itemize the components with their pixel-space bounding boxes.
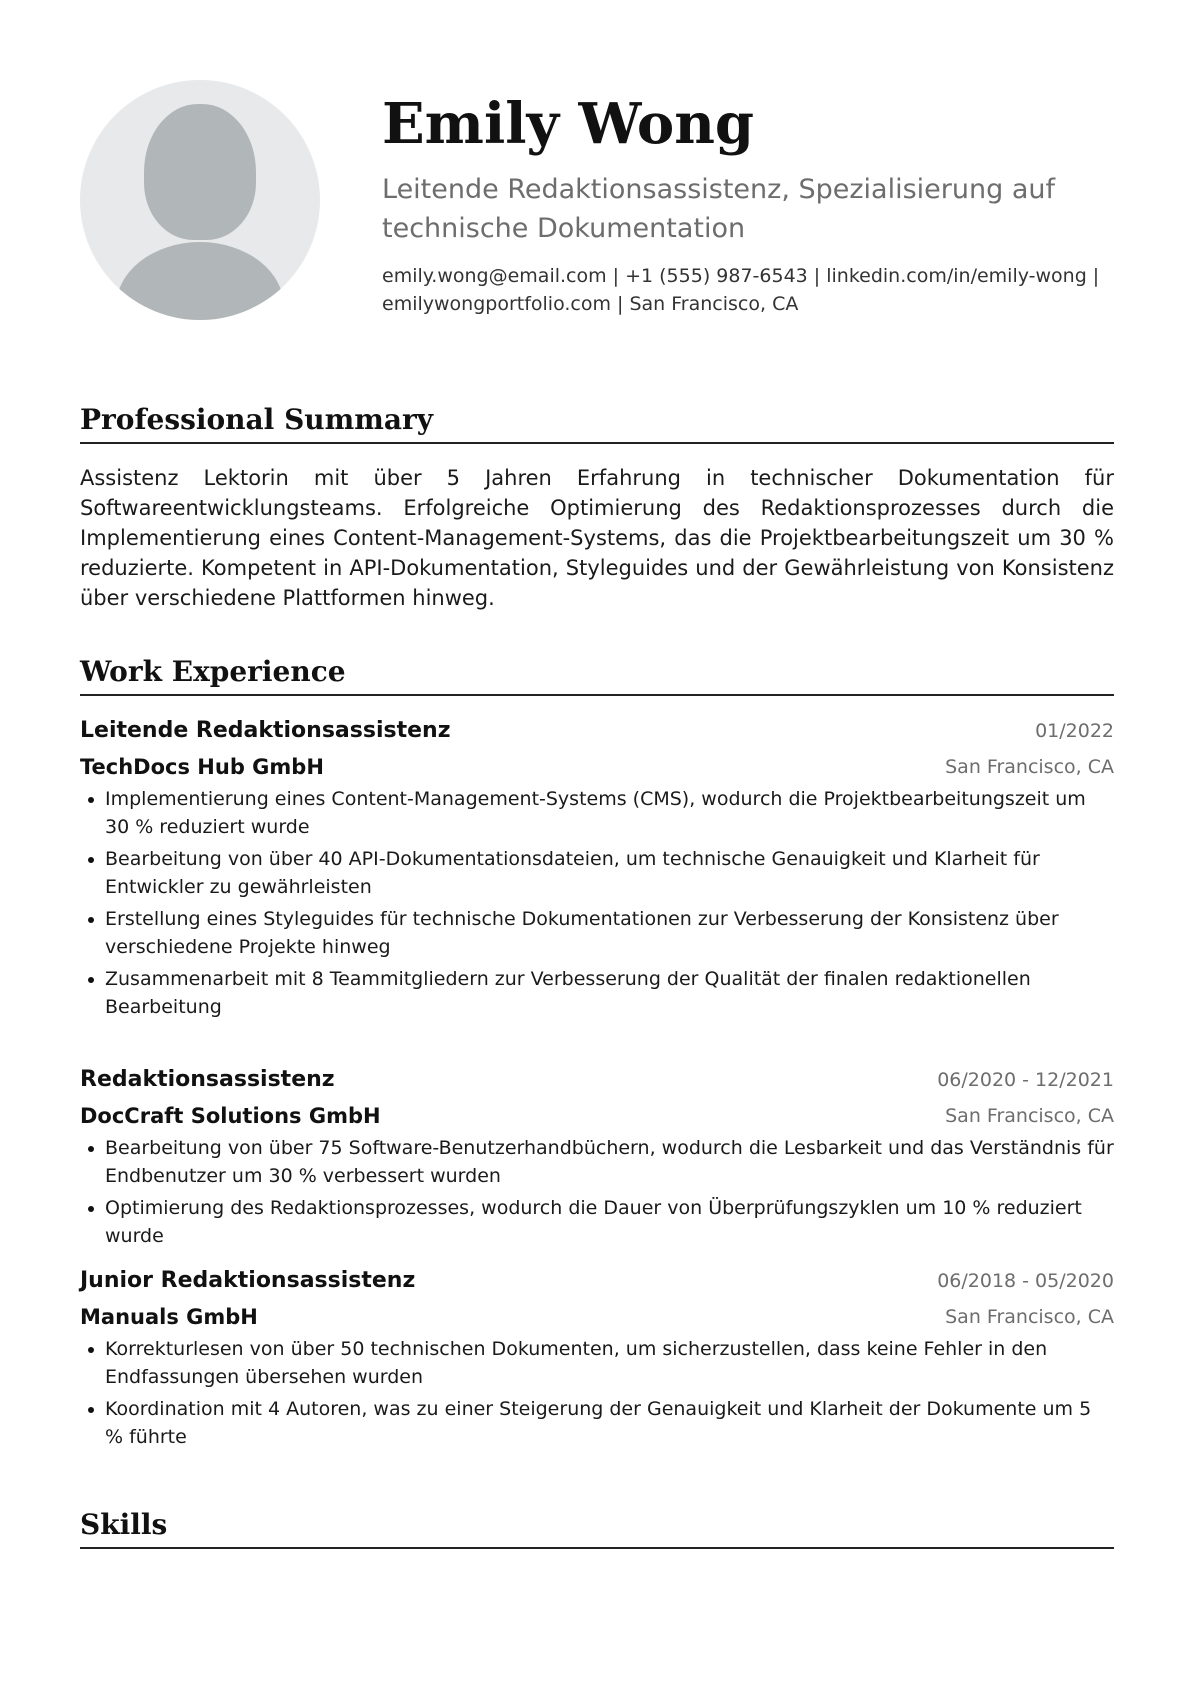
job-bullet: Erstellung eines Styleguides für technische Dokumentationen zur Verbesserung der Konsistenz über verschiedene Projekte hinweg [80, 905, 1114, 961]
job-bullet-list [80, 1335, 1114, 1451]
job-bullet-list [80, 785, 1114, 1021]
job-title-row [80, 1263, 1114, 1299]
job-company: Manuals GmbH [80, 1305, 258, 1329]
experience-section-title: Work Experience [80, 652, 1114, 696]
job-location: San Francisco, CA [945, 1306, 1114, 1328]
job-title-row [80, 713, 1114, 749]
job-company: TechDocs Hub GmbH [80, 755, 324, 779]
job-bullet: Zusammenarbeit mit 8 Teammitgliedern zur Verbesserung der Qualität der finalen redaktionellen Bearbeitung [80, 965, 1114, 1021]
avatar-placeholder [80, 80, 320, 320]
job-bullet: Korrekturlesen von über 50 technischen Dokumenten, um sicherzustellen, dass keine Fehler in den Endfassungen übersehen wurden [80, 1335, 1114, 1391]
job-entry [80, 1263, 1114, 1455]
candidate-headline: Leitende Redaktionsassistenz, Spezialisierung auf technische Dokumentation [382, 174, 1055, 244]
job-company: DocCraft Solutions GmbH [80, 1104, 381, 1128]
job-company-row [80, 1299, 1114, 1335]
job-date: 06/2020 - 12/2021 [937, 1069, 1114, 1091]
skills-section-title: Skills [80, 1505, 1114, 1549]
summary-section-title: Professional Summary [80, 400, 1114, 444]
job-entry [80, 713, 1114, 1025]
job-title: Junior Redaktionsassistenz [80, 1268, 416, 1293]
job-bullet: Implementierung eines Content-Management-Systems (CMS), wodurch die Projektbearbeitungszeit um 30 % reduziert wurde [80, 785, 1114, 841]
job-date: 06/2018 - 05/2020 [937, 1270, 1114, 1292]
job-location: San Francisco, CA [945, 1105, 1114, 1127]
candidate-name: Emily Wong [382, 91, 755, 157]
job-date: 01/2022 [1035, 720, 1114, 742]
job-entry [80, 1062, 1114, 1254]
avatar-head-shape [144, 104, 256, 240]
job-company-row [80, 749, 1114, 785]
job-title: Redaktionsassistenz [80, 1067, 335, 1092]
job-bullet: Optimierung des Redaktionsprozesses, wodurch die Dauer von Überprüfungszyklen um 10 % reduziert wurde [80, 1194, 1114, 1250]
job-title: Leitende Redaktionsassistenz [80, 718, 451, 743]
job-bullet: Koordination mit 4 Autoren, was zu einer Steigerung der Genauigkeit und Klarheit der Dokumente um 5 % führte [80, 1395, 1114, 1451]
job-location: San Francisco, CA [945, 756, 1114, 778]
job-title-row [80, 1062, 1114, 1098]
contact-line: emily.wong@email.com | +1 (555) 987-6543 | linkedin.com/in/emily-wong | emilywongportfolio.com | San Francisco, CA [382, 265, 1100, 315]
job-bullet-list [80, 1134, 1114, 1250]
summary-text: Assistenz Lektorin mit über 5 Jahren Erfahrung in technischer Dokumentation für Softwareentwicklungsteams. Erfolgreiche Optimierung des Redaktionsprozesses durch die Implementierung eines Content-Management-Systems, das die Projektbearbeitungszeit um 30 % reduzierte. Kompetent in API-Dokumentation, Styleguides und der Gewährleistung von Konsistenz über verschiedene Plattformen hinweg. [80, 466, 1114, 610]
job-company-row [80, 1098, 1114, 1134]
job-bullet: Bearbeitung von über 75 Software-Benutzerhandbüchern, wodurch die Lesbarkeit und das Verständnis für Endbenutzer um 30 % verbessert wurden [80, 1134, 1114, 1190]
job-bullet: Bearbeitung von über 40 API-Dokumentationsdateien, um technische Genauigkeit und Klarheit für Entwickler zu gewährleisten [80, 845, 1114, 901]
avatar-body-shape [116, 242, 284, 320]
